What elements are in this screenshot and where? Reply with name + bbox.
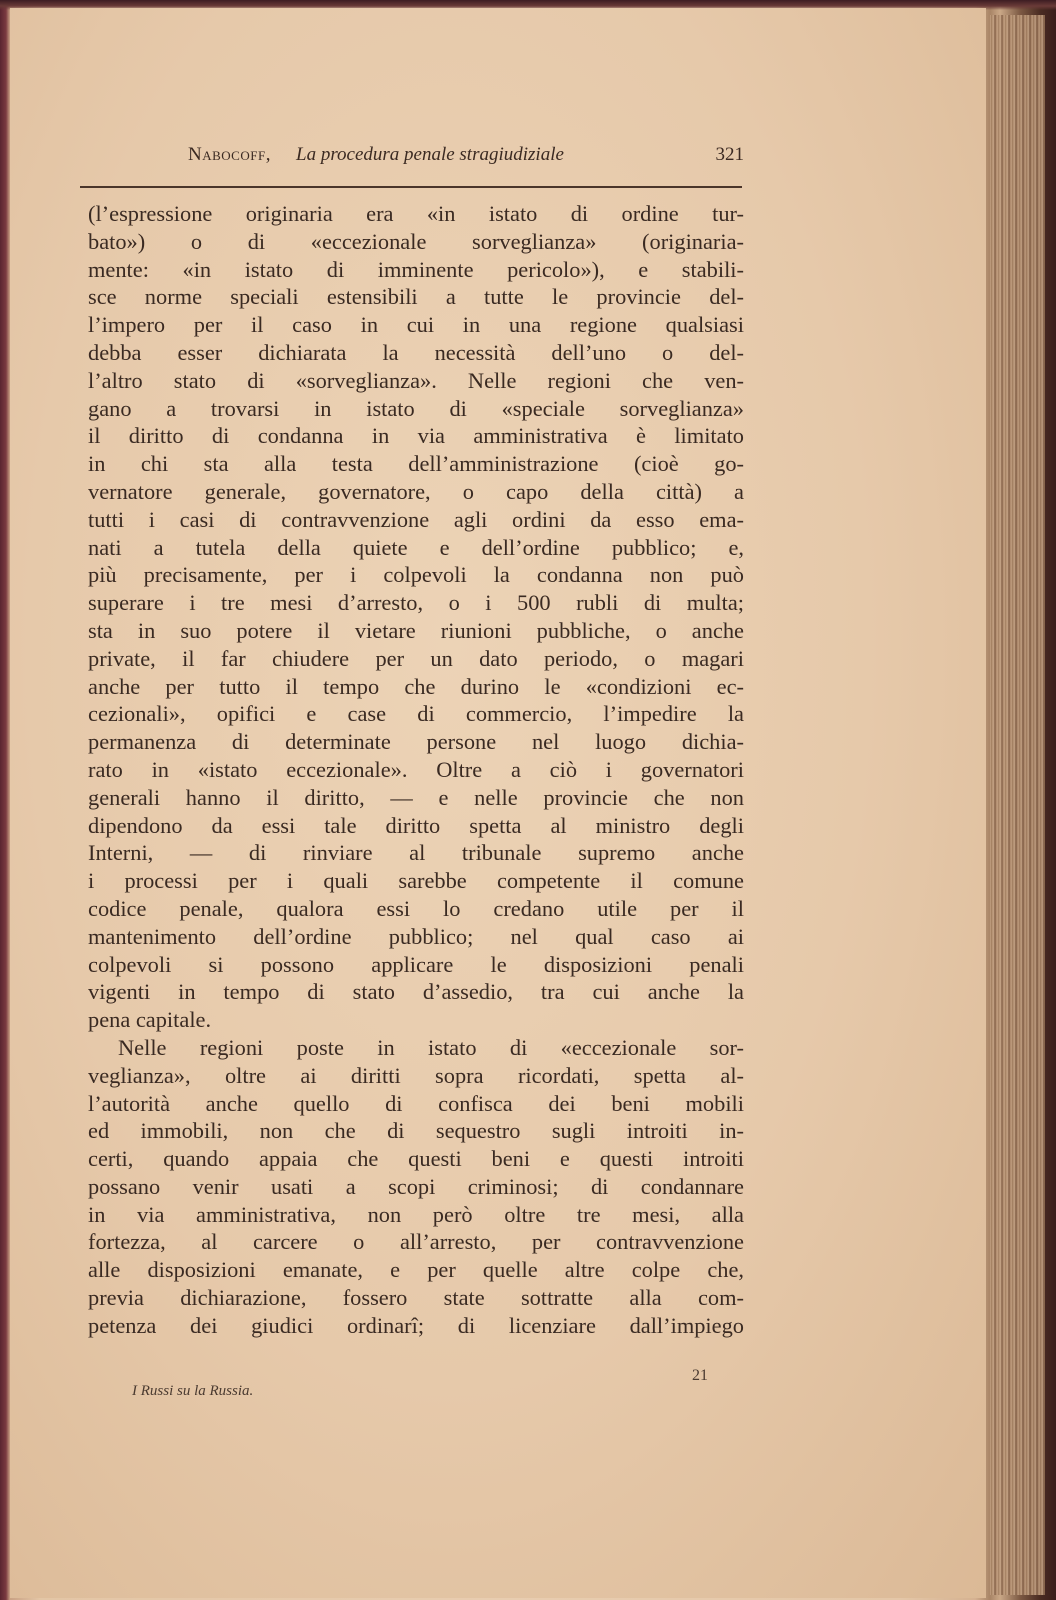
text-line: in via amministrativa, non però oltre tre mesi, alla	[88, 1201, 744, 1227]
header-title: La procedura penale stragiudiziale	[296, 144, 564, 165]
text-line: il diritto di condanna in via amministrativa è limitato	[88, 423, 744, 449]
text-line: private, il far chiudere per un dato periodo, o magari	[88, 645, 744, 671]
page-edges	[990, 15, 1045, 1595]
text-line: dipendono da essi tale diritto spetta al ministro degli	[88, 812, 744, 838]
text-line: bato») o di «eccezionale sorveglianza» (originaria-	[88, 228, 744, 254]
body-text	[88, 200, 744, 1340]
text-line: colpevoli si possono applicare le disposizioni penali	[88, 951, 744, 977]
text-line: debba esser dichiarata la necessità dell’uno o del-	[88, 339, 744, 365]
text-line: previa dichiarazione, fossero state sottratte alla com-	[88, 1285, 744, 1311]
text-line: mente: «in istato di imminente pericolo»), e stabili-	[88, 256, 744, 282]
text-line: vigenti in tempo di stato d’assedio, tra cui anche la	[88, 979, 744, 1005]
text-line: vernatore generale, governatore, o capo della città) a	[88, 478, 744, 504]
text-line: generali hanno il diritto, — e nelle provincie che non	[88, 784, 744, 810]
text-line: mantenimento dell’ordine pubblico; nel qual caso ai	[88, 923, 744, 949]
text-line: sce norme speciali estensibili a tutte le provincie del-	[88, 284, 744, 310]
text-line: Nelle regioni poste in istato di «eccezionale sor-	[118, 1034, 744, 1060]
text-line: cezionali», opifici e case di commercio, l’impedire la	[88, 701, 744, 727]
text-line: (l’espressione originaria era «in istato di ordine tur-	[88, 201, 744, 226]
text-line: l’impero per il caso in cui in una regione qualsiasi	[88, 312, 744, 338]
sheet-number: 21	[692, 1367, 708, 1384]
text-line: nati a tutela della quiete e dell’ordine pubblico; e,	[88, 534, 744, 560]
text-line: più precisamente, per i colpevoli la condanna non può	[88, 562, 744, 588]
header-author: Nabocoff,	[188, 144, 271, 165]
text-line: in chi sta alla testa dell’amministrazione (cioè go-	[88, 451, 744, 477]
text-line: Interni, — di rinviare al tribunale supremo anche	[88, 840, 744, 866]
text-line: rato in «istato eccezionale». Oltre a ciò i governatori	[88, 756, 744, 782]
signature-mark: I Russi su la Russia.	[132, 1383, 254, 1399]
text-line: l’altro stato di «sorveglianza». Nelle regioni che ven-	[88, 367, 744, 393]
text-line: gano a trovarsi in istato di «speciale sorveglianza»	[88, 395, 744, 421]
text-line: l’autorità anche quello di confisca dei beni mobili	[88, 1090, 744, 1116]
text-line: anche per tutto il tempo che durino le «condizioni ec-	[88, 673, 744, 699]
text-line: veglianza», oltre ai diritti sopra ricordati, spetta al-	[88, 1062, 744, 1088]
text-line: sta in suo potere il vietare riunioni pubbliche, o anche	[88, 617, 744, 643]
text-line: possano venir usati a scopi criminosi; di condannare	[88, 1173, 744, 1199]
text-line: petenza dei giudici ordinarî; di licenziare dall’impiego	[88, 1312, 744, 1338]
header-rule	[80, 186, 742, 188]
text-line: ed immobili, non che di sequestro sugli introiti in-	[88, 1118, 744, 1144]
text-line: pena capitale.	[88, 1007, 212, 1033]
text-line: i processi per i quali sarebbe competente il comune	[88, 868, 744, 894]
text-line: certi, quando appaia che questi beni e questi introiti	[88, 1146, 744, 1172]
text-line: permanenza di determinate persone nel luogo dichia-	[88, 729, 744, 755]
text-line: codice penale, qualora essi lo credano utile per il	[88, 895, 744, 921]
running-header	[188, 142, 744, 172]
text-line: tutti i casi di contravvenzione agli ordini da esso ema-	[88, 506, 744, 532]
text-line: superare i tre mesi d’arresto, o i 500 rubli di multa;	[88, 590, 744, 616]
text-line: alle disposizioni emanate, e per quelle altre colpe che,	[88, 1257, 744, 1283]
page-number: 321	[715, 144, 744, 165]
text-line: fortezza, al carcere o all’arresto, per contravvenzione	[88, 1229, 744, 1255]
